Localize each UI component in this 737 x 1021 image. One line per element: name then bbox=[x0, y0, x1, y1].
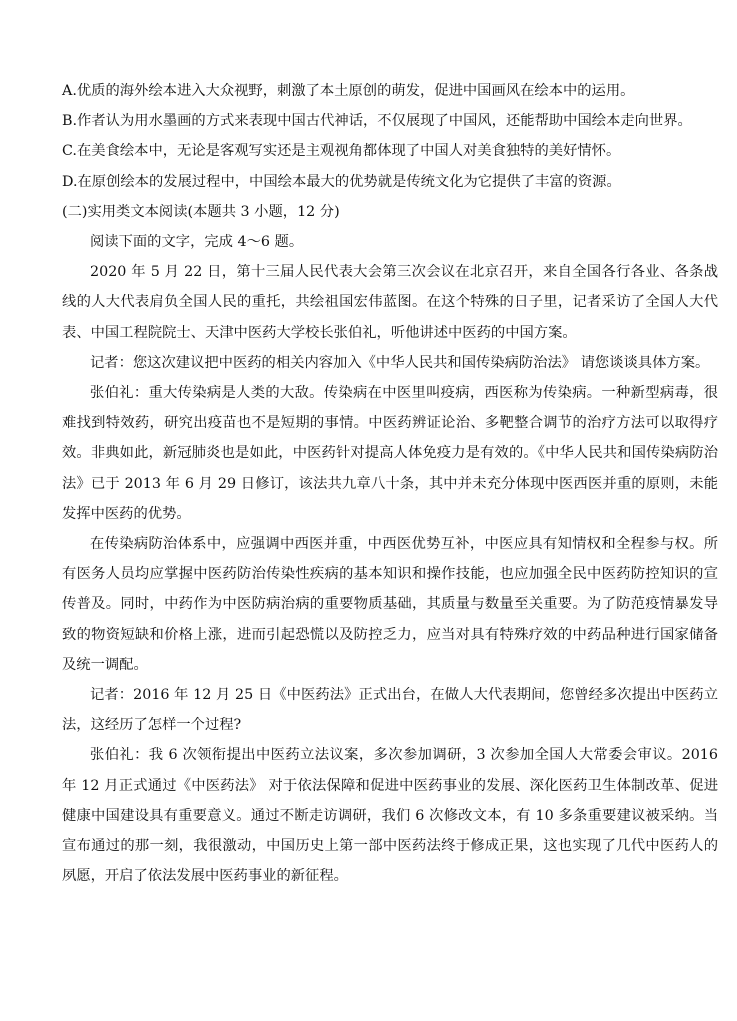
option-c: C.在美食绘本中，无论是客观写实还是主观视角都体现了中国人对美食独特的美好情怀。 bbox=[62, 143, 621, 160]
article-paragraph-question-2: 记者：2016 年 12 月 25 日《中医药法》正式出台，在做人大代表期间，您曾经多次提出中医药立法，这经历了怎样一个过程? bbox=[62, 687, 718, 734]
article-paragraph-answer-1: 张伯礼：重大传染病是人类的大敌。传染病在中医里叫疫病，西医称为传染病。一种新型病毒，很难找到特效药，研究出疫苗也不是短期的事情。中医药辨证论治、多靶整合调节的治疗方法可以取得疗效。非典如此，新冠肺炎也是如此，中医药针对提高人体免疫力是有效的。《中华人民共和国传染病防治法》已于 2013 年 6 月 29 日修订，该法共九章八十条，其中并未充分体现中医西医并重的原则，未能发挥中医药的优势。 bbox=[62, 385, 718, 522]
option-d: D.在原创绘本的发展过程中，中国绘本最大的优势就是传统文化为它提供了丰富的资源。 bbox=[62, 173, 621, 190]
article-paragraph-answer-1-cont: 在传染病防治体系中，应强调中西医并重，中西医优势互补，中医应具有知情权和全程参与权。所有医务人员均应掌握中医药防治传染性疾病的基本知识和操作技能，也应加强全民中医药防控知识的宣传普及。同时，中药作为中医防病治病的重要物质基础，其质量与数量至关重要。为了防范疫情暴发导致的物资短缺和价格上涨，进而引起恐慌以及防控乏力，应当对具有特殊疗效的中药品种进行国家储备及统一调配。 bbox=[62, 536, 718, 673]
section-heading: (二)实用类文本阅读(本题共 3 小题，12 分) bbox=[62, 203, 340, 220]
option-a: A.优质的海外绘本进入大众视野，刺激了本土原创的萌发，促进中国画风在绘本中的运用。 bbox=[62, 83, 635, 99]
document-body bbox=[62, 76, 718, 891]
article-paragraph-answer-2: 张伯礼：我 6 次领衔提出中医药立法议案，多次参加调研，3 次参加全国人大常委会审议。2016 年 12 月正式通过《中医药法》 对于依法保障和促进中医药事业的发展、深化医药卫生体制改革、促进健康中国建设具有重要意义。通过不断走访调研，我们 6 次修改文本，有 10 多条重要建议被采纳。当宣布通过的那一刻，我很激动，中国历史上第一部中医药法终于修成正果，这也实现了几代中医药人的夙愿，开启了依法发展中医药事业的新征程。 bbox=[62, 747, 718, 885]
article-paragraph-intro: 2020 年 5 月 22 日，第十三届人民代表大会第三次会议在北京召开，来自全国各行各业、各条战线的人大代表肩负全国人民的重托，共绘祖国宏伟蓝图。在这个特殊的日子里，记者采访了全国人大代表、中国工程院院士、天津中医药大学校长张伯礼，听他讲述中医药的中国方案。 bbox=[62, 264, 718, 341]
article-paragraph-question-1: 记者：您这次建议把中医药的相关内容加入《中华人民共和国传染病防治法》 请您谈谈具体方案。 bbox=[90, 354, 710, 371]
reading-instruction: 阅读下面的文字，完成 4～6 题。 bbox=[90, 234, 304, 251]
option-b: B.作者认为用水墨画的方式来表现中国古代神话，不仅展现了中国风，还能帮助中国绘本走向世界。 bbox=[62, 113, 692, 130]
